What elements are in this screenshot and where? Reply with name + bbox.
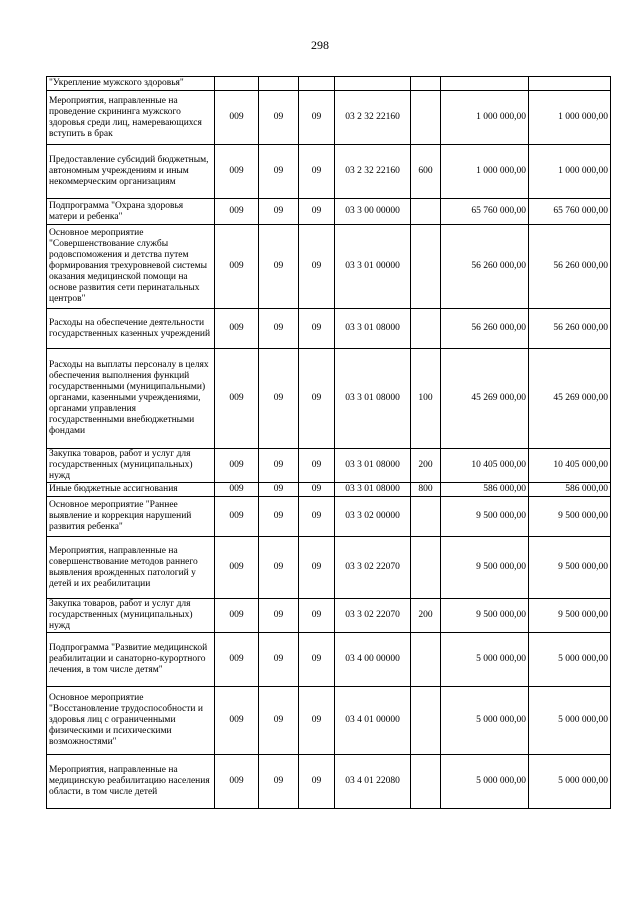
- amount-year-1: 9 500 000,00: [441, 537, 529, 599]
- amount-year-1: 5 000 000,00: [441, 687, 529, 755]
- section-code: 09: [259, 309, 299, 349]
- ministry-code: 009: [215, 225, 259, 309]
- amount-year-2: 1 000 000,00: [529, 145, 611, 199]
- subsection-code: 09: [299, 199, 335, 225]
- amount-year-1: 5 000 000,00: [441, 755, 529, 809]
- row-name: Закупка товаров, работ и услуг для государственных (муниципальных) нужд: [47, 449, 215, 483]
- row-name: Расходы на обеспечение деятельности государственных казенных учреждений: [47, 309, 215, 349]
- subsection-code: 09: [299, 309, 335, 349]
- section-code: 09: [259, 225, 299, 309]
- target-article-code: 03 2 32 22160: [335, 145, 411, 199]
- amount-year-1: 10 405 000,00: [441, 449, 529, 483]
- expense-type-code: [411, 755, 441, 809]
- expense-type-code: 200: [411, 599, 441, 633]
- table-row: [47, 497, 611, 537]
- amount-year-1: 1 000 000,00: [441, 145, 529, 199]
- row-name: Основное мероприятие "Восстановление трудоспособности и здоровья лиц с ограниченными физическими и психическими возможностями": [47, 687, 215, 755]
- table-row: [47, 349, 611, 449]
- ministry-code: 009: [215, 449, 259, 483]
- section-code: 09: [259, 449, 299, 483]
- expense-type-code: [411, 225, 441, 309]
- ministry-code: 009: [215, 145, 259, 199]
- target-article-code: 03 3 02 22070: [335, 537, 411, 599]
- table-row: [47, 687, 611, 755]
- row-name: Мероприятия, направленные на совершенствование методов раннего выявления врожденных патологий у детей и их реабилитации: [47, 537, 215, 599]
- row-name: "Укрепление мужского здоровья": [47, 77, 215, 91]
- expense-type-code: 600: [411, 145, 441, 199]
- section-code: 09: [259, 91, 299, 145]
- expense-type-code: [411, 199, 441, 225]
- ministry-code: 009: [215, 755, 259, 809]
- row-name: Мероприятия, направленные на проведение скрининга мужского здоровья среди лиц, намеревающихся вступить в брак: [47, 91, 215, 145]
- budget-table: [46, 76, 611, 809]
- amount-year-1: 9 500 000,00: [441, 599, 529, 633]
- amount-year-1: 1 000 000,00: [441, 91, 529, 145]
- section-code: 09: [259, 687, 299, 755]
- budget-table-body: [47, 77, 611, 809]
- row-name: Мероприятия, направленные на медицинскую реабилитацию населения области, в том числе детей: [47, 755, 215, 809]
- target-article-code: 03 3 02 00000: [335, 497, 411, 537]
- ministry-code: 009: [215, 349, 259, 449]
- subsection-code: 09: [299, 225, 335, 309]
- ministry-code: [215, 77, 259, 91]
- table-row: [47, 537, 611, 599]
- amount-year-2: 65 760 000,00: [529, 199, 611, 225]
- page-number: 298: [311, 38, 329, 52]
- subsection-code: 09: [299, 91, 335, 145]
- target-article-code: 03 2 32 22160: [335, 91, 411, 145]
- amount-year-2: 5 000 000,00: [529, 755, 611, 809]
- target-article-code: [335, 77, 411, 91]
- table-row: [47, 225, 611, 309]
- amount-year-1: 56 260 000,00: [441, 309, 529, 349]
- subsection-code: 09: [299, 449, 335, 483]
- table-row: [47, 309, 611, 349]
- section-code: 09: [259, 599, 299, 633]
- amount-year-1: 65 760 000,00: [441, 199, 529, 225]
- section-code: 09: [259, 633, 299, 687]
- amount-year-2: 5 000 000,00: [529, 687, 611, 755]
- section-code: 09: [259, 145, 299, 199]
- subsection-code: 09: [299, 755, 335, 809]
- amount-year-2: 9 500 000,00: [529, 497, 611, 537]
- subsection-code: 09: [299, 483, 335, 497]
- target-article-code: 03 3 02 22070: [335, 599, 411, 633]
- expense-type-code: [411, 497, 441, 537]
- table-row: [47, 755, 611, 809]
- row-name: Подпрограмма "Охрана здоровья матери и ребенка": [47, 199, 215, 225]
- table-row: [47, 77, 611, 91]
- expense-type-code: [411, 309, 441, 349]
- section-code: 09: [259, 537, 299, 599]
- ministry-code: 009: [215, 687, 259, 755]
- target-article-code: 03 3 01 08000: [335, 483, 411, 497]
- expense-type-code: [411, 77, 441, 91]
- amount-year-1: 45 269 000,00: [441, 349, 529, 449]
- subsection-code: 09: [299, 599, 335, 633]
- table-row: [47, 633, 611, 687]
- target-article-code: 03 3 01 08000: [335, 309, 411, 349]
- ministry-code: 009: [215, 199, 259, 225]
- section-code: 09: [259, 483, 299, 497]
- amount-year-1: [441, 77, 529, 91]
- table-row: [47, 145, 611, 199]
- ministry-code: 009: [215, 483, 259, 497]
- amount-year-2: 45 269 000,00: [529, 349, 611, 449]
- ministry-code: 009: [215, 91, 259, 145]
- subsection-code: 09: [299, 497, 335, 537]
- amount-year-2: 10 405 000,00: [529, 449, 611, 483]
- section-code: 09: [259, 755, 299, 809]
- section-code: [259, 77, 299, 91]
- row-name: Закупка товаров, работ и услуг для государственных (муниципальных) нужд: [47, 599, 215, 633]
- expense-type-code: [411, 537, 441, 599]
- amount-year-2: 56 260 000,00: [529, 309, 611, 349]
- amount-year-1: 5 000 000,00: [441, 633, 529, 687]
- table-row: [47, 199, 611, 225]
- row-name: Предоставление субсидий бюджетным, автономным учреждениям и иным некоммерческим организациям: [47, 145, 215, 199]
- expense-type-code: 100: [411, 349, 441, 449]
- target-article-code: 03 3 00 00000: [335, 199, 411, 225]
- amount-year-2: [529, 77, 611, 91]
- section-code: 09: [259, 497, 299, 537]
- subsection-code: 09: [299, 633, 335, 687]
- ministry-code: 009: [215, 497, 259, 537]
- row-name: Расходы на выплаты персоналу в целях обеспечения выполнения функций государственными (муниципальными) органами, казенными учреждениями, органами управления государственными внебюджетными фондами: [47, 349, 215, 449]
- table-row: [47, 449, 611, 483]
- expense-type-code: 200: [411, 449, 441, 483]
- ministry-code: 009: [215, 599, 259, 633]
- target-article-code: 03 3 01 08000: [335, 449, 411, 483]
- table-row: [47, 483, 611, 497]
- section-code: 09: [259, 349, 299, 449]
- expense-type-code: 800: [411, 483, 441, 497]
- subsection-code: 09: [299, 687, 335, 755]
- subsection-code: 09: [299, 537, 335, 599]
- amount-year-2: 5 000 000,00: [529, 633, 611, 687]
- amount-year-1: 586 000,00: [441, 483, 529, 497]
- row-name: Основное мероприятие "Раннее выявление и коррекция нарушений развития ребенка": [47, 497, 215, 537]
- ministry-code: 009: [215, 633, 259, 687]
- subsection-code: 09: [299, 145, 335, 199]
- subsection-code: [299, 77, 335, 91]
- expense-type-code: [411, 687, 441, 755]
- expense-type-code: [411, 633, 441, 687]
- target-article-code: 03 4 00 00000: [335, 633, 411, 687]
- amount-year-1: 9 500 000,00: [441, 497, 529, 537]
- expense-type-code: [411, 91, 441, 145]
- target-article-code: 03 4 01 00000: [335, 687, 411, 755]
- amount-year-2: 9 500 000,00: [529, 599, 611, 633]
- amount-year-2: 586 000,00: [529, 483, 611, 497]
- table-row: [47, 599, 611, 633]
- row-name: Подпрограмма "Развитие медицинской реабилитации и санаторно-курортного лечения, в том числе детям": [47, 633, 215, 687]
- section-code: 09: [259, 199, 299, 225]
- target-article-code: 03 3 01 08000: [335, 349, 411, 449]
- amount-year-2: 1 000 000,00: [529, 91, 611, 145]
- ministry-code: 009: [215, 537, 259, 599]
- row-name: Иные бюджетные ассигнования: [47, 483, 215, 497]
- target-article-code: 03 3 01 00000: [335, 225, 411, 309]
- amount-year-1: 56 260 000,00: [441, 225, 529, 309]
- amount-year-2: 56 260 000,00: [529, 225, 611, 309]
- target-article-code: 03 4 01 22080: [335, 755, 411, 809]
- ministry-code: 009: [215, 309, 259, 349]
- amount-year-2: 9 500 000,00: [529, 537, 611, 599]
- subsection-code: 09: [299, 349, 335, 449]
- row-name: Основное мероприятие "Совершенствование службы родовспоможения и детства путем формирования трехуровневой системы оказания медицинской помощи на основе развития сети перинатальных центров": [47, 225, 215, 309]
- table-row: [47, 91, 611, 145]
